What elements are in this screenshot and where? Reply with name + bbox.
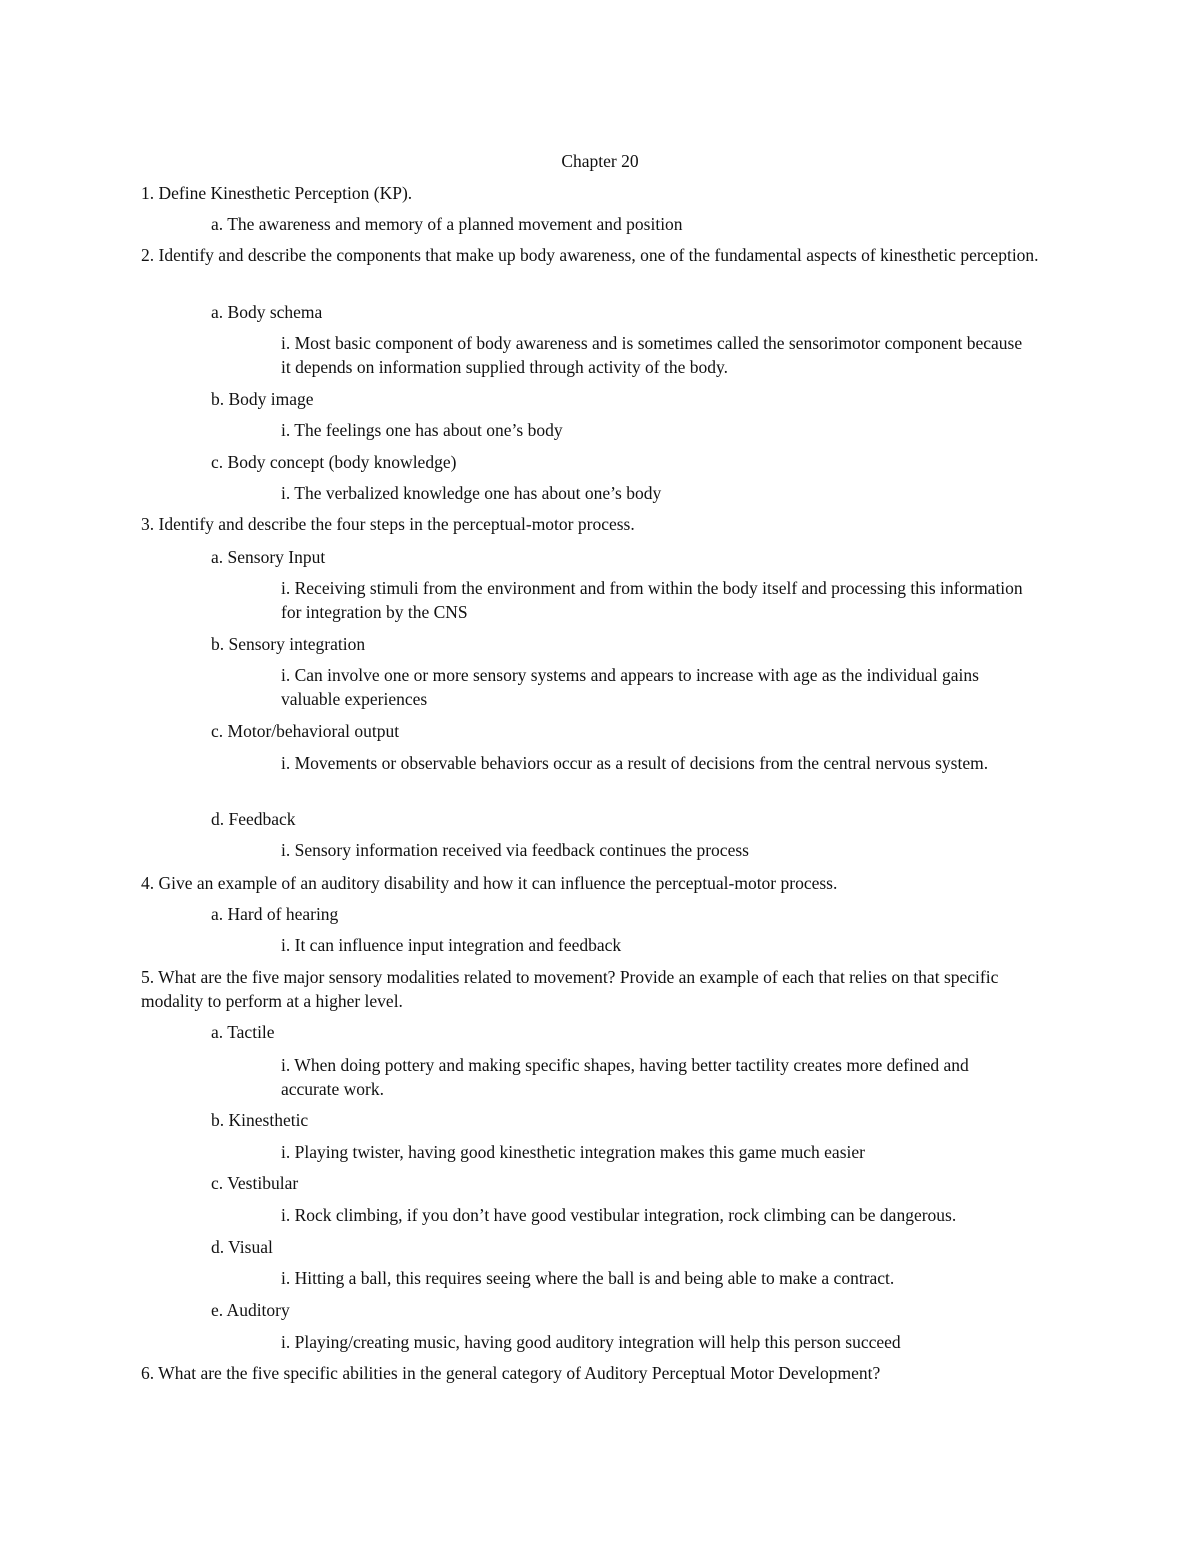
answer-5c-i: i. Rock climbing, if you don’t have good vestibular integration, rock climbing can be dangerous. bbox=[281, 1205, 957, 1225]
answer-5a: a. Tactile bbox=[211, 1022, 275, 1042]
page-title: Chapter 20 bbox=[561, 151, 639, 171]
answer-3b-i: i. Can involve one or more sensory systems and appears to increase with age as the individual gains valuable experiences bbox=[281, 665, 979, 709]
answer-2a: a. Body schema bbox=[211, 302, 323, 322]
answer-3d-i: i. Sensory information received via feedback continues the process bbox=[281, 840, 749, 860]
answer-3d: d. Feedback bbox=[211, 809, 296, 829]
answer-5b-i: i. Playing twister, having good kinesthetic integration makes this game much easier bbox=[281, 1142, 865, 1162]
answer-3a-i: i. Receiving stimuli from the environment and from within the body itself and processing this information for integration by the CNS bbox=[281, 578, 1023, 622]
answer-2a-i: i. Most basic component of body awareness and is sometimes called the sensorimotor component because it depends on information supplied through activity of the body. bbox=[281, 333, 1023, 377]
question-3: 3. Identify and describe the four steps in the perceptual-motor process. bbox=[141, 514, 635, 534]
question-5: 5. What are the five major sensory modalities related to movement? Provide an example of each that relies on that specific modality to perform at a higher level. bbox=[141, 967, 999, 1011]
answer-4a-i: i. It can influence input integration and feedback bbox=[281, 935, 622, 955]
answer-5d-i: i. Hitting a ball, this requires seeing where the ball is and being able to make a contract. bbox=[281, 1268, 895, 1288]
answer-2c-i: i. The verbalized knowledge one has about one’s body bbox=[281, 483, 662, 503]
answer-1a: a. The awareness and memory of a planned movement and position bbox=[211, 214, 683, 234]
answer-3a: a. Sensory Input bbox=[211, 547, 326, 567]
question-1: 1. Define Kinesthetic Perception (KP). bbox=[141, 183, 413, 203]
answer-5d: d. Visual bbox=[211, 1237, 273, 1257]
answer-2c: c. Body concept (body knowledge) bbox=[211, 452, 457, 472]
answer-5a-i: i. When doing pottery and making specific shapes, having better tactility creates more defined and accurate work. bbox=[281, 1055, 969, 1099]
answer-4a: a. Hard of hearing bbox=[211, 904, 339, 924]
answer-2b-i: i. The feelings one has about one’s body bbox=[281, 420, 563, 440]
answer-5e: e. Auditory bbox=[211, 1300, 290, 1320]
answer-3c: c. Motor/behavioral output bbox=[211, 721, 400, 741]
answer-5b: b. Kinesthetic bbox=[211, 1110, 309, 1130]
answer-5e-i: i. Playing/creating music, having good auditory integration will help this person succeed bbox=[281, 1332, 901, 1352]
question-6: 6. What are the five specific abilities in the general category of Auditory Perceptual Motor Development? bbox=[141, 1363, 881, 1383]
answer-2b: b. Body image bbox=[211, 389, 314, 409]
question-4: 4. Give an example of an auditory disability and how it can influence the perceptual-motor process. bbox=[141, 873, 838, 893]
answer-3b: b. Sensory integration bbox=[211, 634, 366, 654]
question-2: 2. Identify and describe the components that make up body awareness, one of the fundamental aspects of kinesthetic perception. bbox=[141, 245, 1039, 265]
answer-5c: c. Vestibular bbox=[211, 1173, 299, 1193]
answer-3c-i: i. Movements or observable behaviors occur as a result of decisions from the central nervous system. bbox=[281, 753, 989, 773]
